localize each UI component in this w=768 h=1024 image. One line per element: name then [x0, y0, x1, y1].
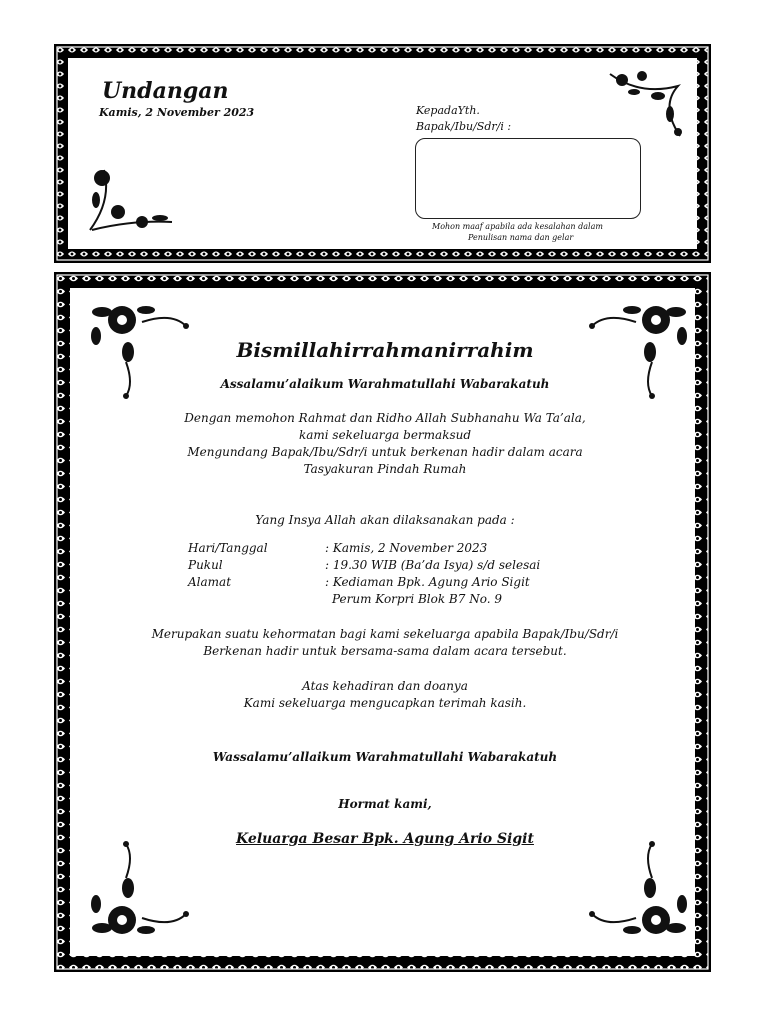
detail-label: Alamat: [188, 575, 232, 589]
intro-line: Dengan memohon Rahmat dan Ridho Allah Subhanahu Wa Ta’ala,: [184, 411, 586, 425]
honor-line: Merupakan suatu kehormatan bagi kami sekeluarga apabila Bapak/Ibu/Sdr/i: [151, 627, 619, 641]
schedule-intro: Yang Insya Allah akan dilaksanakan pada :: [255, 513, 515, 527]
detail-value: : 19.30 WIB (Ba’da Isya) s/d selesai: [325, 558, 541, 572]
detail-row: [188, 557, 540, 574]
event-details: [188, 540, 540, 608]
regards-label: Hormat kami,: [338, 797, 432, 811]
honor-line: Berkenan hadir untuk bersama-sama dalam acara tersebut.: [203, 644, 567, 658]
detail-row: [188, 540, 540, 557]
envelope-apology-line1: Mohon maaf apabila ada kesalahan dalam: [432, 222, 603, 231]
salam-opening: Assalamu’alaikum Warahmatullahi Wabarakatuh: [220, 377, 550, 391]
bismillah-heading: Bismillahirrahmanirrahim: [236, 338, 534, 362]
detail-row: [188, 574, 540, 591]
detail-row: [188, 591, 540, 608]
salam-closing: Wassalamu’allaikum Warahmatullahi Wabarakatuh: [212, 750, 558, 764]
intro-line: kami sekeluarga bermaksud: [298, 428, 472, 442]
intro-line: Tasyakuran Pindah Rumah: [303, 462, 467, 476]
envelope-apology-line2: Penulisan nama dan gelar: [468, 233, 574, 242]
recipient-name-box[interactable]: [415, 138, 641, 219]
envelope-date: Kamis, 2 November 2023: [99, 106, 255, 119]
thanks-line: Atas kehadiran dan doanya: [302, 679, 468, 693]
detail-label: Pukul: [188, 558, 223, 572]
floral-ornament-top-right: [600, 66, 690, 146]
address-line2: Perum Korpri Blok B7 No. 9: [332, 592, 502, 606]
floral-ornament-card-bottom-left: [82, 838, 192, 948]
intro-line: Mengundang Bapak/Ibu/Sdr/i untuk berkenan hadir dalam acara: [187, 445, 583, 459]
thanks-line: Kami sekeluarga mengucapkan terimah kasih.: [243, 696, 527, 710]
detail-value: : Kediaman Bpk. Agung Ario Sigit: [325, 575, 530, 589]
family-signature: Keluarga Besar Bpk. Agung Ario Sigit: [236, 831, 534, 847]
envelope-title: Undangan: [102, 78, 229, 104]
thanks-paragraph: [70, 678, 700, 712]
floral-ornament-bottom-left: [82, 160, 177, 240]
detail-label: Hari/Tanggal: [188, 541, 268, 555]
detail-value: : Kamis, 2 November 2023: [325, 541, 488, 555]
floral-ornament-card-bottom-right: [586, 838, 696, 948]
honor-paragraph: [70, 626, 700, 660]
envelope-to-line1: KepadaYth.: [416, 104, 480, 117]
intro-paragraph: [70, 410, 700, 478]
envelope-to-line2: Bapak/Ibu/Sdr/i :: [416, 120, 512, 133]
